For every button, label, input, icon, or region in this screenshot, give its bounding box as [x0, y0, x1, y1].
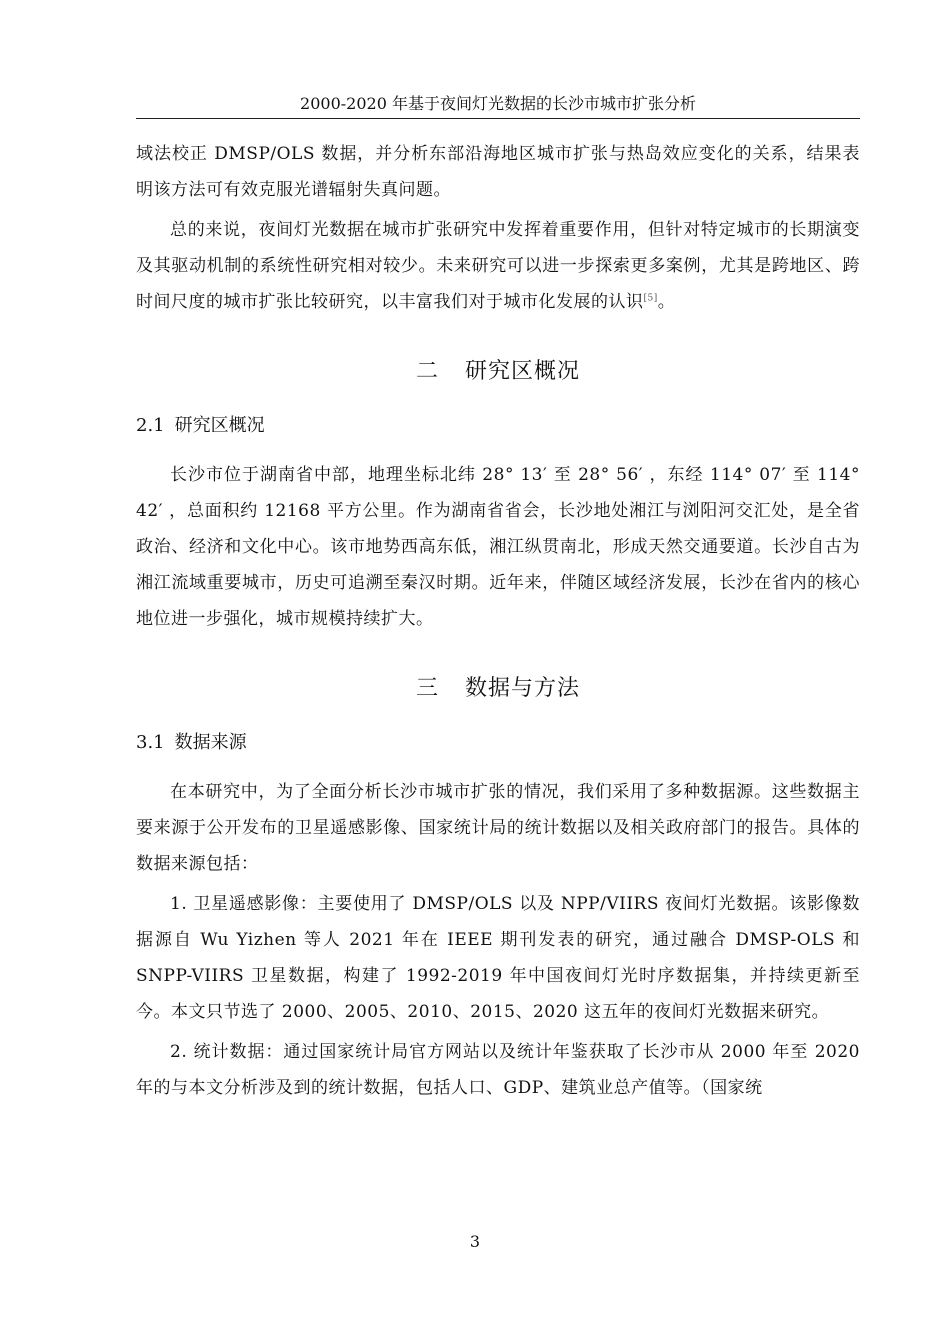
- running-header: 2000-2020 年基于夜间灯光数据的长沙市城市扩张分析: [136, 92, 860, 119]
- section-3-1-paragraph-1: 在本研究中，为了全面分析长沙市城市扩张的情况，我们采用了多种数据源。这些数据主要来源于公开发布的卫星遥感影像、国家统计局的统计数据以及相关政府部门的报告。具体的数据来源包括：: [136, 782, 860, 874]
- intro-paragraph-2: [136, 212, 860, 320]
- section-3-1-paragraph-3: 2. 统计数据：通过国家统计局官方网站以及统计年鉴获取了长沙市从 2000 年至 2020 年的与本文分析涉及到的统计数据，包括人口、GDP、建筑业总产值等。（国家统: [136, 1042, 860, 1098]
- chapter-2-number: 二: [415, 359, 439, 384]
- chapter-3-heading: [136, 671, 860, 702]
- intro-paragraph-2-end: 。: [657, 292, 676, 312]
- chapter-3-number: 三: [415, 676, 439, 701]
- section-2-1-heading: [136, 411, 860, 437]
- intro-paragraph-1: 域法校正 DMSP/OLS 数据，并分析东部沿海地区城市扩张与热岛效应变化的关系，结果表明该方法可有效克服光谱辐射失真问题。: [136, 144, 860, 200]
- citation-marker: [5]: [643, 293, 658, 304]
- section-2-1-paragraph: 长沙市位于湖南省中部，地理坐标北纬 28° 13′ 至 28° 56′ ，东经 114° 07′ 至 114° 42′ ，总面积约 12168 平方公里。作为湖南省省会，长沙地处湘江与浏阳河交汇处，是全省政治、经济和文化中心。该市地势西高东低，湘江纵贯南北，形成天然交通要道。长沙自古为湘江流域重要城市，历史可追溯至秦汉时期。近年来，伴随区域经济发展，长沙在省内的核心地位进一步强化，城市规模持续扩大。: [136, 465, 860, 629]
- section-3-1-heading: [136, 728, 860, 754]
- chapter-2-title: 研究区概况: [465, 359, 581, 384]
- section-3-1-paragraph-2: 1. 卫星遥感影像：主要使用了 DMSP/OLS 以及 NPP/VIIRS 夜间灯光数据。该影像数据源自 Wu Yizhen 等人 2021 年在 IEEE 期刊发表的研究，通过融合 DMSP-OLS 和 SNPP-VIIRS 卫星数据，构建了 1992-2019 年中国夜间灯光时序数据集，并持续更新至今。本文只节选了 2000、2005、2010、2015、2020 这五年的夜间灯光数据来研究。: [136, 894, 860, 1022]
- page-number: 3: [469, 1232, 481, 1251]
- page-body: [136, 136, 860, 1106]
- chapter-2-heading: [136, 354, 860, 385]
- section-3-1-number: 3.1: [136, 732, 165, 753]
- section-2-1-title: 研究区概况: [174, 415, 265, 436]
- intro-paragraph-2-text: 总的来说，夜间灯光数据在城市扩张研究中发挥着重要作用，但针对特定城市的长期演变及其驱动机制的系统性研究相对较少。未来研究可以进一步探索更多案例，尤其是跨地区、跨时间尺度的城市扩张比较研究，以丰富我们对于城市化发展的认识: [136, 220, 860, 312]
- section-2-1-number: 2.1: [136, 415, 165, 436]
- chapter-3-title: 数据与方法: [465, 676, 581, 701]
- section-3-1-title: 数据来源: [174, 732, 247, 753]
